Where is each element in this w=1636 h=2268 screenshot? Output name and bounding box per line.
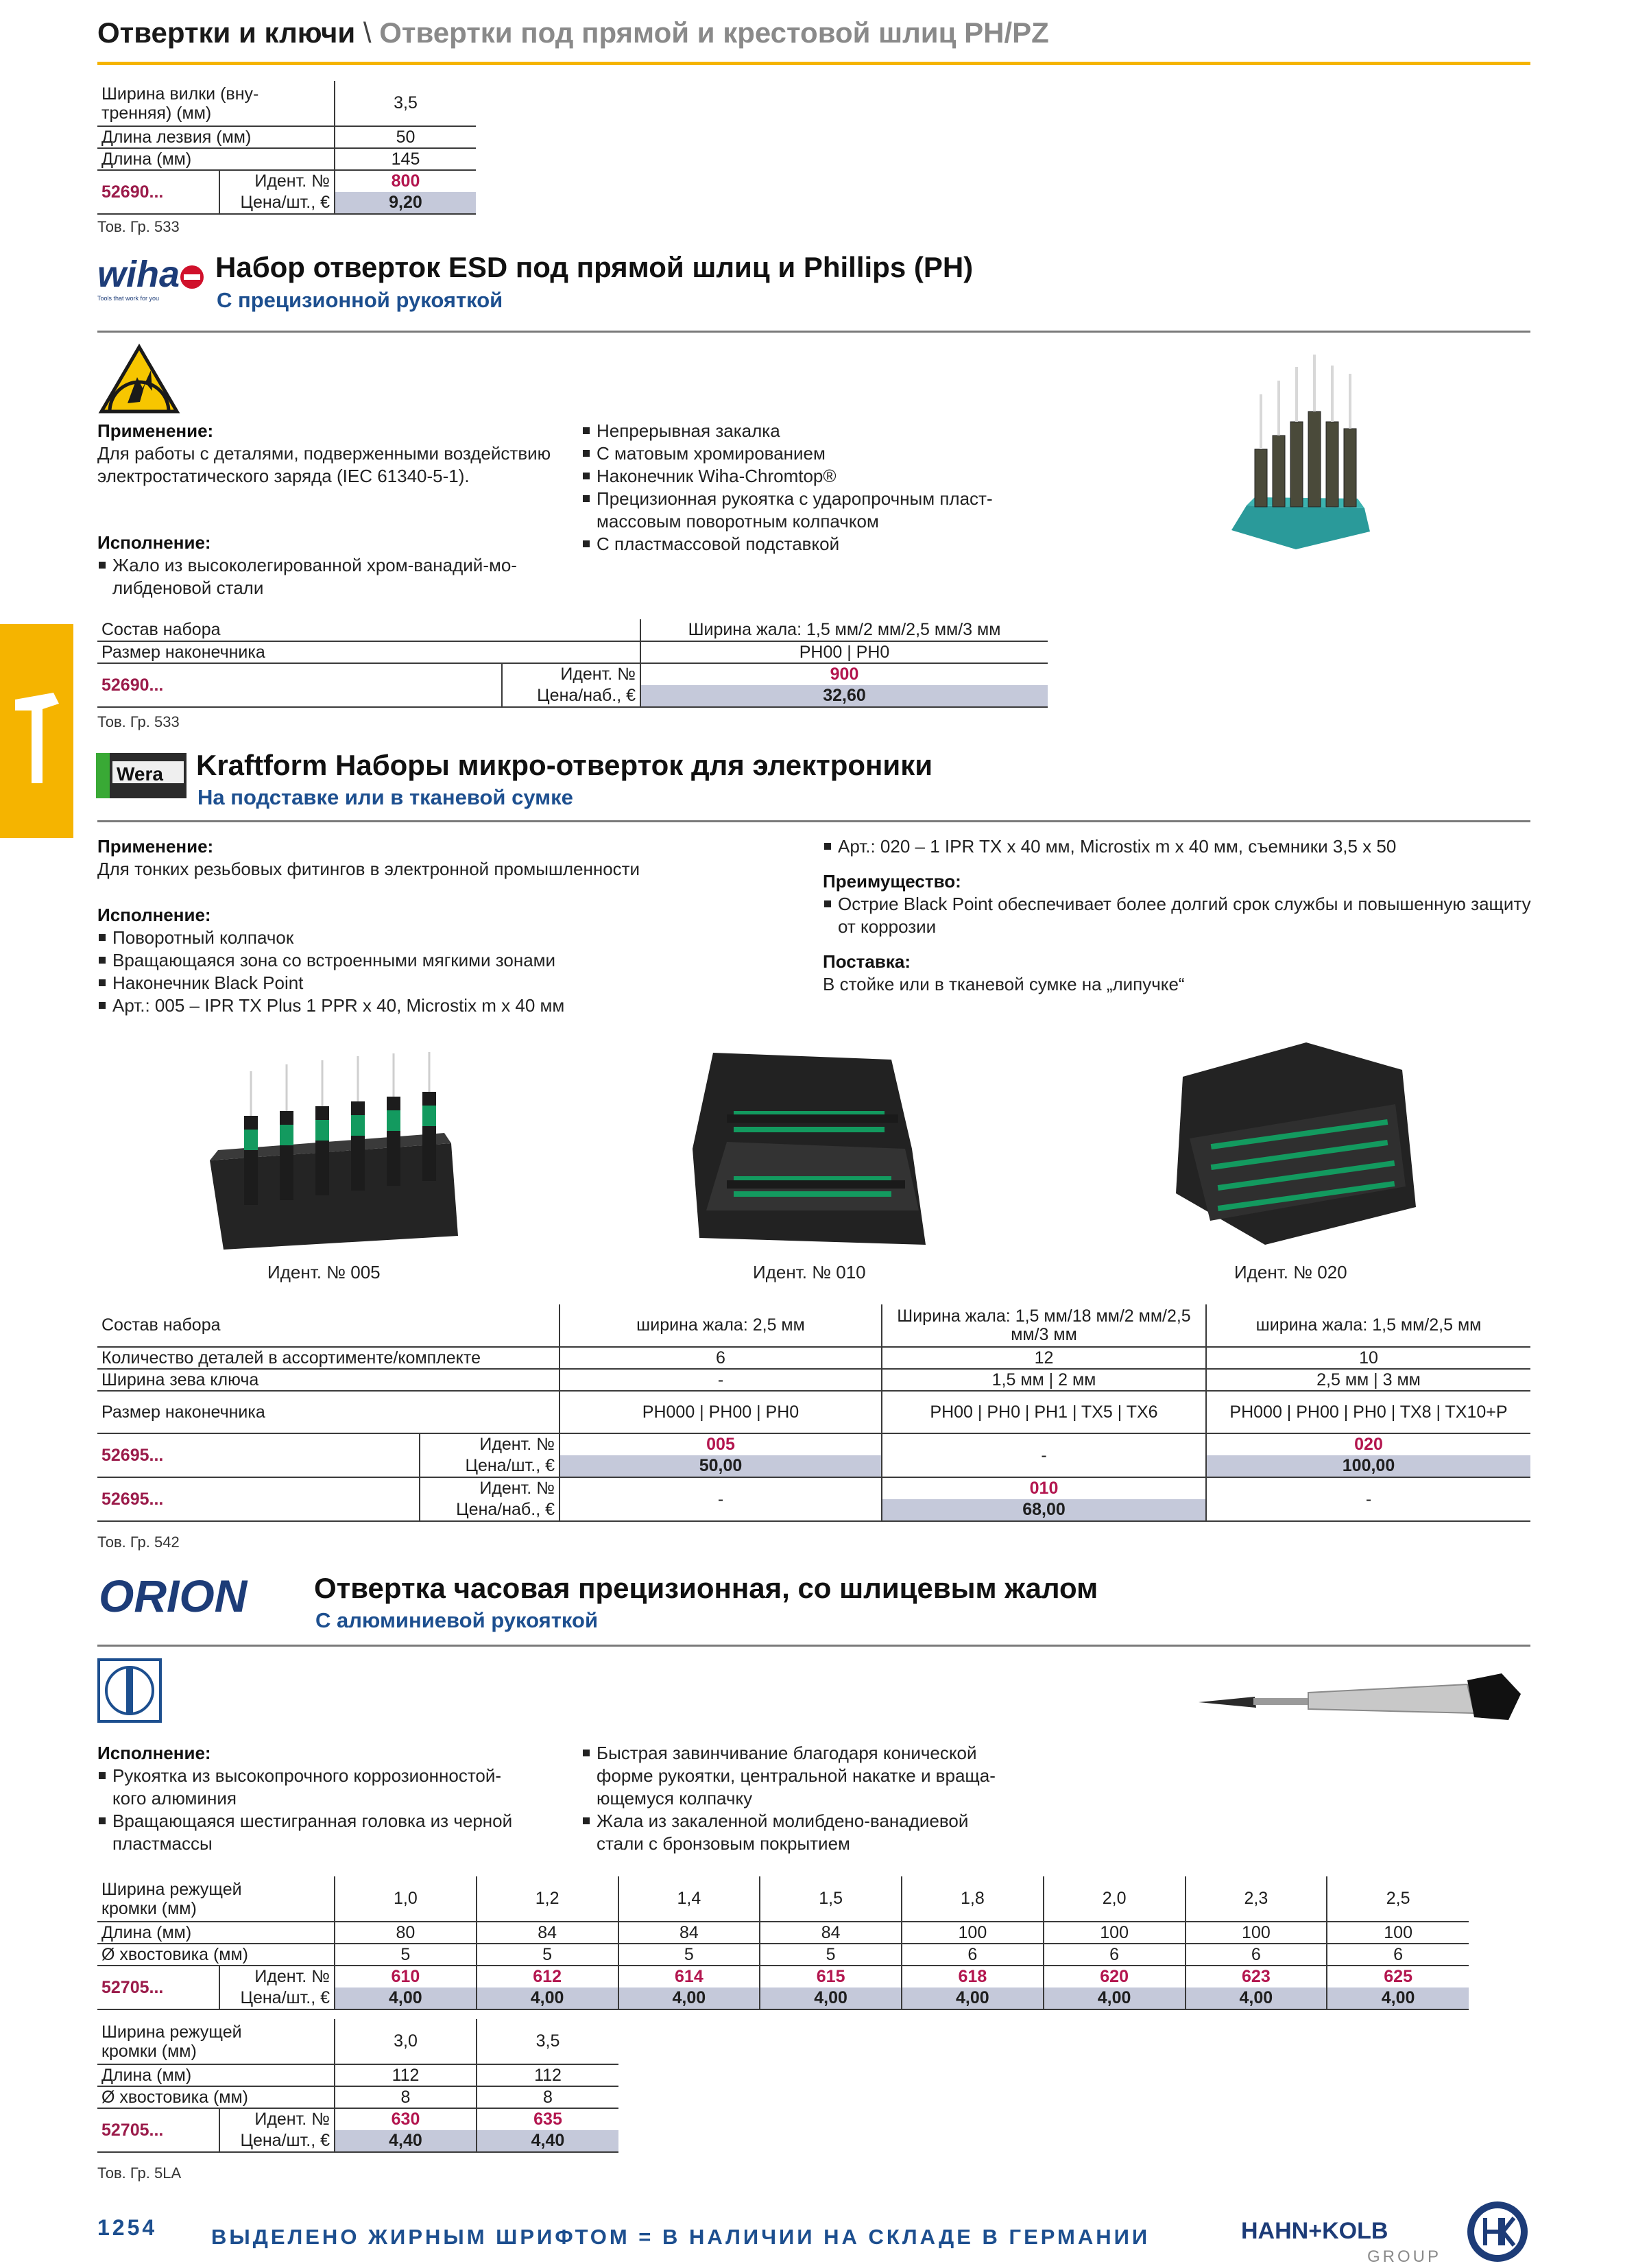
list-item: Вращающаяся зона со встроенными мягкими зонами — [97, 949, 824, 972]
product-group: Тов. Гр. 542 — [97, 1533, 180, 1551]
wera-logo — [96, 753, 187, 798]
price: 4,00 — [477, 1988, 618, 2009]
ident-number: 020 — [1206, 1433, 1530, 1455]
price: 4,40 — [477, 2130, 618, 2152]
order-row: 52705... Идент. № 610 612 614 615 618 620 623 625 — [97, 1966, 1469, 1988]
table-row: Ø хвостовика (мм) 8 8 — [97, 2086, 618, 2108]
svg-text:HAHN+KOLB: HAHN+KOLB — [1241, 2218, 1388, 2244]
table-row: Размер наконечника PH00 | PH0 — [97, 641, 1048, 663]
list-item: Наконечник Wiha-Chromtop® — [581, 465, 1075, 488]
price: 4,00 — [1327, 1988, 1469, 2009]
divider — [97, 1645, 1530, 1647]
application-block — [97, 835, 824, 881]
price: 9,20 — [335, 192, 476, 214]
ident-number: 005 — [560, 1433, 882, 1455]
ident-number: 614 — [618, 1966, 760, 1988]
list-item: Наконечник Black Point — [97, 972, 824, 994]
list-item: Рукоятка из высокопрочного коррозионностой- кого алюминия — [97, 1765, 570, 1810]
table-row: Длина (мм) 145 — [97, 148, 476, 170]
table-row: Количество деталей в ассортименте/комплекте 6 12 10 — [97, 1347, 1530, 1369]
price-row: Цена/шт., € 4,40 4,40 — [97, 2130, 618, 2152]
product-group: Тов. Гр. 533 — [97, 713, 180, 730]
price: 4,00 — [1186, 1988, 1327, 2009]
page-header — [97, 16, 1049, 49]
svg-text:Tools that work for you: Tools that work for you — [97, 295, 160, 302]
list-item: Быстрая завинчивание благодаря конической форме рукоятки, центральной накатке и враща- ющемуся колпачку — [581, 1742, 1075, 1810]
list-item: Поворотный колпачок — [97, 927, 824, 949]
list-item: С матовым хромированием — [581, 442, 1075, 465]
ident-number: 010 — [882, 1477, 1206, 1499]
header-main: Отвертки и ключи — [97, 16, 356, 49]
ident-number: 625 — [1327, 1966, 1469, 1988]
wiha-logo — [96, 255, 207, 303]
order-code: 52690... — [97, 663, 502, 707]
execution-block — [97, 904, 824, 1017]
product-title: Набор отверток ESD под прямой шлиц и Phillips (PH) — [215, 251, 974, 283]
list-item: Вращающаяся шестигранная головка из черной пластмассы — [97, 1810, 570, 1855]
execution-block — [97, 532, 564, 599]
table-row: Ширина режущей кромки (мм) 3,0 3,5 — [97, 2019, 618, 2064]
product-title: Kraftform Наборы микро-отверток для электроники — [196, 749, 933, 781]
header-sub: Отвертки под прямой и крестовой шлиц PH/PZ — [379, 16, 1049, 49]
list-item: Арт.: 005 – IPR TX Plus 1 PPR x 40, Microstix m x 40 мм — [97, 994, 824, 1017]
image-caption: Идент. № 020 — [1234, 1262, 1347, 1282]
price: 4,40 — [335, 2130, 477, 2152]
order-row: 52695... Идент. № - 010 - — [97, 1477, 1530, 1499]
list-item: Острие Black Point обеспечивает более долгий срок службы и повышенную защиту от коррозии — [823, 893, 1536, 938]
hammer-icon — [0, 624, 73, 838]
advantage-heading: Преимущество: — [823, 871, 961, 892]
execution-heading: Исполнение: — [97, 905, 211, 925]
table-row: Длина (мм) 80 84 84 84 100 100 100 100 — [97, 1922, 1469, 1944]
svg-text:GROUP: GROUP — [1367, 2247, 1442, 2266]
execution-block — [97, 1742, 570, 1855]
watch-screwdriver-image — [1193, 1660, 1529, 1735]
wiha-set-image — [1227, 346, 1375, 552]
ident-number: 612 — [477, 1966, 618, 1988]
application-heading: Применение: — [97, 420, 214, 441]
list-item: Арт.: 020 – 1 IPR TX x 40 мм, Microstix m x 40 мм, съемники 3,5 x 50 — [823, 835, 1536, 858]
product-group: Тов. Гр. 5LA — [97, 2164, 182, 2182]
price-row: Цена/наб., € 68,00 — [97, 1499, 1530, 1521]
table-row: Ширина зева ключа - 1,5 мм | 2 мм 2,5 мм | 3 мм — [97, 1369, 1530, 1391]
price: 68,00 — [882, 1499, 1206, 1521]
table-row: Ø хвостовика (мм) 5 5 5 5 6 6 6 6 — [97, 1944, 1469, 1966]
price: 4,00 — [902, 1988, 1044, 2009]
table-row: Длина (мм) 112 112 — [97, 2064, 618, 2086]
list-item: Жало из высоколегированной хром-ванадий-мо- либденовой стали — [97, 554, 564, 599]
ident-number: 900 — [640, 663, 1048, 685]
product-subtitle: С прецизионной рукояткой — [217, 288, 503, 312]
wera-pouch-image — [1169, 1036, 1430, 1248]
price: 100,00 — [1206, 1455, 1530, 1477]
table-row: Состав набора ширина жала: 2,5 мм Ширина жала: 1,5 мм/18 мм/2 мм/2,5 мм/3 мм ширина жала: 1,5 мм/2,5 мм — [97, 1304, 1530, 1347]
spec-table-3 — [97, 1304, 1530, 1522]
ident-number: 610 — [335, 1966, 477, 1988]
ident-number: 635 — [477, 2108, 618, 2130]
list-item: Жала из закаленной молибдено-ванадиевой стали с бронзовым покрытием — [581, 1810, 1075, 1855]
price: 50,00 — [560, 1455, 882, 1477]
image-caption: Идент. № 005 — [267, 1262, 381, 1282]
price: 32,60 — [640, 685, 1048, 707]
application-block — [97, 420, 564, 488]
image-caption: Идент. № 010 — [753, 1262, 866, 1282]
price-row: Цена/наб., € 32,60 — [97, 685, 1048, 707]
ident-number: 630 — [335, 2108, 477, 2130]
ident-number: 800 — [335, 170, 476, 192]
features-block — [581, 1742, 1075, 1855]
application-text: Для работы с деталями, подверженными воздействию электростатического заряда (IEC 61340-5-1). — [97, 443, 551, 486]
table-row: Ширина режущей кромки (мм) 1,0 1,2 1,4 1,5 1,8 2,0 2,3 2,5 — [97, 1876, 1469, 1922]
hahn-kolb-logo — [1240, 2211, 1459, 2266]
price-row: Цена/шт., € 4,00 4,00 4,00 4,00 4,00 4,00 4,00 4,00 — [97, 1988, 1469, 2009]
order-code: 52690... — [97, 170, 219, 214]
table-row: Длина лезвия (мм) 50 — [97, 126, 476, 148]
application-text: Для тонких резьбовых фитингов в электронной промышленности — [97, 859, 640, 879]
order-code: 52705... — [97, 2108, 219, 2152]
table-row: Размер наконечника PH000 | PH00 | PH0 PH00 | PH0 | PH1 | TX5 | TX6 PH000 | PH00 | PH0 | TX8 | TX10+P — [97, 1391, 1530, 1433]
divider — [97, 331, 1530, 333]
ident-number: 623 — [1186, 1966, 1327, 1988]
application-heading: Применение: — [97, 836, 214, 857]
order-code: 52695... — [97, 1433, 420, 1477]
list-item: Непрерывная закалка — [581, 420, 1075, 442]
product-subtitle: На подставке или в тканевой сумке — [197, 785, 573, 809]
price-row: Цена/шт., € 50,00 100,00 — [97, 1455, 1530, 1477]
order-code: 52705... — [97, 1966, 219, 2009]
header-separator: \ — [363, 16, 372, 49]
list-item: Прецизионная рукоятка с ударопрочным пласт- массовым поворотным колпачком — [581, 488, 1075, 533]
page-number: 1254 — [97, 2215, 158, 2240]
delivery-heading: Поставка: — [823, 951, 911, 972]
order-row: 52690... Идент. № 800 — [97, 170, 476, 192]
hk-emblem-icon — [1465, 2199, 1530, 2265]
spec-table-2 — [97, 619, 1048, 708]
product-subtitle: С алюминиевой рукояткой — [315, 1608, 599, 1632]
wera-stand-image — [203, 1051, 464, 1250]
order-row: 52690... Идент. № 900 — [97, 663, 1048, 685]
svg-text:Wera: Wera — [117, 763, 163, 785]
product-title: Отвертка часовая прецизионная, со шлицевым жалом — [314, 1572, 1098, 1604]
table-row: Ширина вилки (вну- тренняя) (мм) 3,5 — [97, 81, 476, 126]
svg-text:wiha: wiha — [97, 255, 180, 295]
price-row: Цена/шт., € 9,20 — [97, 192, 476, 214]
price: 4,00 — [760, 1988, 902, 2009]
order-row: 52695... Идент. № 005 - 020 — [97, 1433, 1530, 1455]
header-rule — [97, 62, 1530, 65]
stock-note: ВЫДЕЛЕНО ЖИРНЫМ ШРИФТОМ = В НАЛИЧИИ НА СКЛАДЕ В ГЕРМАНИИ — [211, 2225, 1151, 2249]
spec-table-4 — [97, 1876, 1469, 2010]
delivery-text: В стойке или в тканевой сумке на „липучке“ — [823, 974, 1185, 994]
divider — [97, 820, 1530, 822]
spec-table-1 — [97, 81, 476, 215]
order-code: 52695... — [97, 1477, 420, 1521]
svg-text:ORION: ORION — [99, 1572, 248, 1620]
table-row: Состав набора Ширина жала: 1,5 мм/2 мм/2,5 мм/3 мм — [97, 619, 1048, 641]
product-group: Тов. Гр. 533 — [97, 218, 180, 235]
esd-warning-icon — [97, 343, 181, 414]
spec-table-5 — [97, 2019, 618, 2153]
slotted-screwdriver-icon — [97, 1658, 162, 1723]
execution-heading: Исполнение: — [97, 532, 211, 553]
features-block — [581, 420, 1075, 556]
price: 4,00 — [335, 1988, 477, 2009]
list-item: С пластмассовой подставкой — [581, 533, 1075, 556]
price: 4,00 — [618, 1988, 760, 2009]
execution-heading: Исполнение: — [97, 1743, 211, 1763]
wera-pouch-open-image — [686, 1046, 933, 1252]
details-block — [823, 835, 1536, 996]
ident-number: 620 — [1044, 1966, 1186, 1988]
price: 4,00 — [1044, 1988, 1186, 2009]
section-tab — [0, 624, 73, 838]
order-row: 52705... Идент. № 630 635 — [97, 2108, 618, 2130]
orion-logo — [96, 1572, 302, 1620]
ident-number: 615 — [760, 1966, 902, 1988]
ident-number: 618 — [902, 1966, 1044, 1988]
